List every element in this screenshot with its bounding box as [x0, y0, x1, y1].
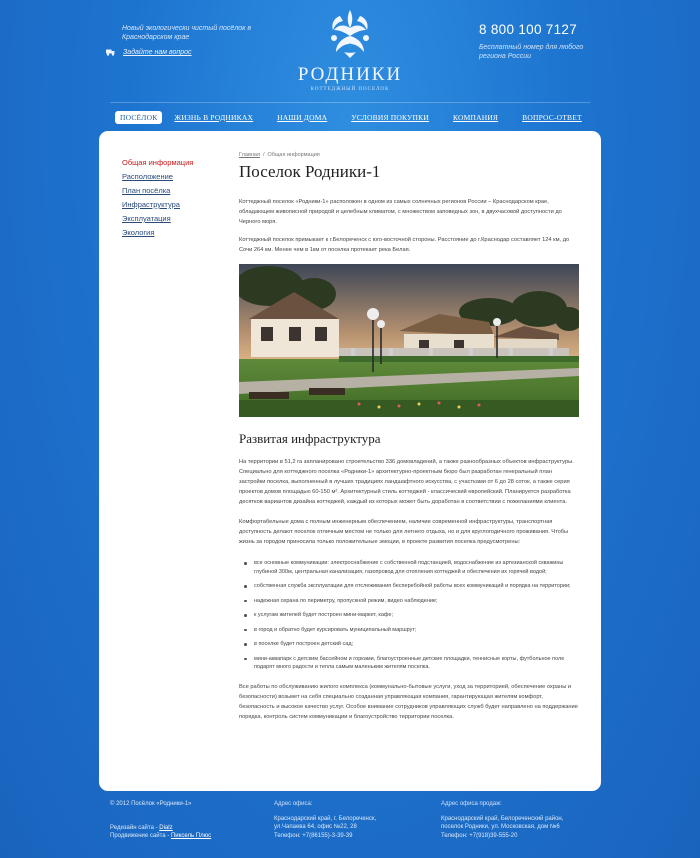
- main-nav: [115, 110, 582, 124]
- breadcrumb-current: Общая информация: [267, 152, 320, 158]
- office-line-1: Краснодарский край, г. Белореченск,: [274, 815, 377, 822]
- page-title: Поселок Родники-1: [239, 162, 381, 181]
- sidebar-menu: [122, 156, 222, 240]
- list-item: в поселке будет построен детский сад;: [244, 640, 579, 649]
- truck-icon: [106, 49, 115, 56]
- ask-question-label: Задайте нам вопрос: [123, 49, 192, 56]
- office-line-2: ул.Чапаева 64, офис №22, 28: [274, 824, 357, 830]
- sidebar-item-village-plan[interactable]: План посёлка: [122, 186, 171, 195]
- nav-item-faq[interactable]: ВОПРОС-ОТВЕТ: [522, 112, 582, 122]
- list-item: в город и обратно будет курсировать муниципальный маршрут;: [244, 626, 579, 635]
- sales-phone: Телефон: +7(918)39-555-20: [441, 832, 518, 839]
- logo-title: РОДНИКИ: [297, 64, 403, 85]
- phone-number: 8 800 100 7127: [479, 22, 578, 37]
- sales-title: Адрес офиса продаж:: [441, 801, 502, 807]
- intro-paragraph-1: Коттеджный поселок «Родники-1» расположен в одном из самых солнечных регионов России – Краснодарском крае, обладающем живописной природой и целебным климатом, с множеством заповедных зон, в двухчасовой доступности до Черного моря.: [239, 199, 562, 225]
- site-logo[interactable]: [290, 8, 410, 92]
- infrastructure-paragraph-2: Комфортабельные дома с полным инженерным обеспечением, наличие современной инфраструктуры, транспортная доступность делают поселок отличным местом не только для летнего отдыха, но и для круглогодичного проживания. Чтобы жизнь за городом приносила только положительные эмоции, в проекте развития поселка предусмотрены:: [239, 519, 569, 545]
- footer-copyright: © 2012 Посёлок «Родники-1»: [110, 801, 192, 807]
- nav-item-purchase-terms[interactable]: УСЛОВИЯ ПОКУПКИ: [351, 112, 429, 122]
- intro-paragraph-2: Коттеджный поселок примыкает к г.Белореченск с юго-восточной стороны. Расстояние до г.Краснодар составляет 124 км, до Сочи 264 км. Менее чем в 1км от поселка протекает река Белая.: [239, 237, 570, 253]
- footer-sales-address: [441, 800, 601, 840]
- footer-redesign: Редизайн сайта - Dialz: [110, 824, 173, 831]
- list-item: все основные коммуникации: электроснабжение с собственной подстанцией, водоснабжение из артезианской скважины глубиной 300м, центральная канализация, газопровод для отопления коттеджей и обеспечения их горячей водой;: [244, 559, 579, 576]
- sidebar-item-maintenance[interactable]: Эксплуатация: [122, 214, 171, 223]
- nav-item-houses[interactable]: НАШИ ДОМА: [277, 112, 328, 122]
- promo-link[interactable]: Пиксель Плюс: [170, 833, 212, 839]
- office-phone: Телефон: +7(86155)-3-39-39: [274, 832, 353, 839]
- list-item: собственная служба эксплуатации для отслеживания бесперебойной работы всех коммуникаций и порядка на территории;: [244, 582, 579, 591]
- site-footer: [0, 795, 700, 858]
- site-header: [0, 0, 700, 130]
- section-title-infrastructure: Развитая инфраструктура: [239, 431, 381, 446]
- sidebar-item-infrastructure[interactable]: Инфраструктура: [122, 200, 180, 209]
- breadcrumb: [239, 152, 579, 160]
- list-item: к услугам жителей будет построен мини-маркет, кафе;: [244, 611, 579, 620]
- phone-note: Бесплатный номер для любого региона России: [479, 44, 584, 60]
- ornament-emblem-icon: [290, 8, 410, 60]
- breadcrumb-home-link[interactable]: Главная: [239, 152, 260, 158]
- sales-line-2: поселок Родники, ул. Московская, дом №6: [441, 824, 560, 830]
- sidebar-item-general-info[interactable]: Общая информация: [122, 158, 194, 167]
- cottage-village-photo: [239, 264, 579, 417]
- nav-item-life[interactable]: ЖИЗНЬ В РОДНИКАХ: [174, 112, 254, 122]
- logo-subtitle: КОТТЕДЖНЫЙ ПОСЕЛОК: [310, 87, 390, 92]
- main-content: [239, 152, 579, 722]
- footer-credits: [110, 800, 260, 841]
- nav-divider: [110, 102, 590, 103]
- nav-item-village[interactable]: ПОСЁЛОК: [115, 111, 162, 124]
- infrastructure-paragraph-1: На территории в 51,2 га запланировано строительство 336 домовладений, а также разнообразных объектов инфраструктуры. Специально для коттеджного поселка «Родники-1» архитектурно-проектным бюро был разработан генеральный план застройки поселка, выполненный в лучших традициях ландшафтного искусства, с участками от 6 до 28 соток, а также серия проектов домов площадью 60-150 м². Архитектурный стиль коттеджей - классический европейский. Планируется разработка десятков вариантов дизайна коттеджей, каждый из которых может быть доработан в соответствии с пожеланиями клиента.: [239, 459, 574, 505]
- list-item: мини-аквапарк с детским бассейном и горками, благоустроенные детские площадки, теннисные корты, футбольное поле подарят много радости и тепла самым маленьким жителям поселка.: [244, 655, 579, 672]
- sidebar-item-ecology[interactable]: Экология: [122, 228, 155, 237]
- sales-line-1: Краснодарский край, Белореченский район,: [441, 815, 564, 822]
- breadcrumb-separator: /: [262, 152, 265, 158]
- sidebar-item-location[interactable]: Расположение: [122, 172, 173, 181]
- site-tagline: Новый экологически чистый посёлок в Краснодарском крае: [122, 25, 252, 41]
- ask-question-link[interactable]: [106, 49, 192, 56]
- redesign-link[interactable]: Dialz: [159, 824, 173, 831]
- features-list: [239, 559, 579, 672]
- footer-promo: Продвижение сайта - Пиксель Плюс: [110, 833, 212, 839]
- list-item: надежная охрана по периметру, пропускной режим, видео наблюдение;: [244, 597, 579, 606]
- footer-office-address: [274, 800, 424, 840]
- nav-item-company[interactable]: КОМПАНИЯ: [452, 112, 499, 122]
- office-title: Адрес офиса:: [274, 801, 313, 807]
- services-paragraph: Все работы по обслуживанию жилого комплекса (коммунально-бытовые услуги, уход за территорией, обеспечение охраны и безопасности) возьмет на себя специально созданная управляющая компания, гарантирующая жителям комфорт, безопасность и высокое качество услуг. Особое внимание сотрудников управляющих служб будет направлено на поддержание порядка, контроль систем коммуникации и благоустройство территории поселка.: [239, 683, 578, 720]
